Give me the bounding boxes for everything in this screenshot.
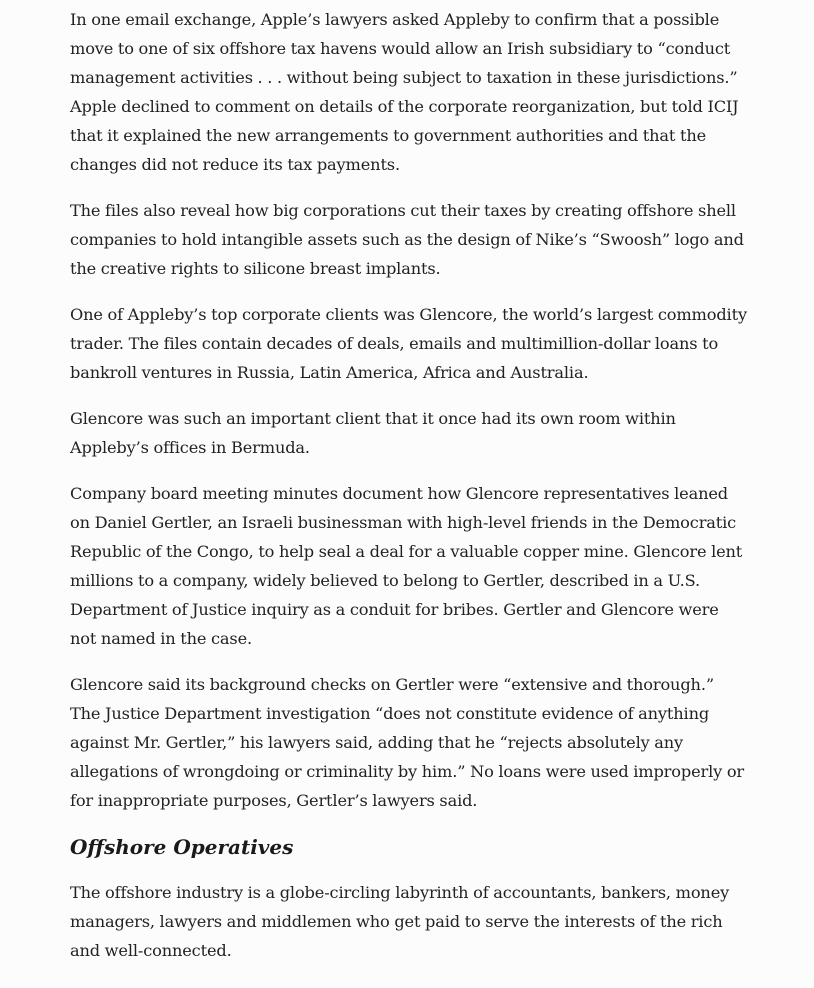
section-heading: Offshore Operatives xyxy=(70,835,294,859)
paragraph-glencore-room: Glencore was such an important client that it once had its own room within Appleby’s offices in Bermuda. xyxy=(70,409,676,457)
article-body xyxy=(70,5,748,982)
paragraph-offshore-industry: The offshore industry is a globe-circling labyrinth of accountants, bankers, money managers, lawyers and middlemen who get paid to serve the interests of the rich and well-connected. xyxy=(70,883,730,960)
paragraph-shell-companies: The files also reveal how big corporations cut their taxes by creating offshore shell companies to hold intangible assets such as the design of Nike’s “Swoosh” logo and the creative rights to silicone breast implants. xyxy=(70,201,744,278)
paragraph-glencore-client: One of Appleby’s top corporate clients was Glencore, the world’s largest commodity trader. The files contain decades of deals, emails and multimillion-dollar loans to bankroll ventures in Russia, Latin America, Africa and Australia. xyxy=(70,305,747,382)
paragraph-gertler-response: Glencore said its background checks on Gertler were “extensive and thorough.” The Justice Department investigation “does not constitute evidence of anything against Mr. Gertler,” his lawyers said, adding that he “rejects absolutely any allegations of wrongdoing or criminality by him.” No loans were used improperly or for inappropriate purposes, Gertler’s lawyers said. xyxy=(70,675,744,810)
paragraph-apple-email: In one email exchange, Apple’s lawyers asked Appleby to confirm that a possible move to one of six offshore tax havens would allow an Irish subsidiary to “conduct management activities . . . without being subject to taxation in these jurisdictions.” Apple declined to comment on details of the corporate reorganization, but told ICIJ that it explained the new arrangements to government authorities and that the changes did not reduce its tax payments. xyxy=(70,10,739,174)
paragraph-gertler-deal: Company board meeting minutes document how Glencore representatives leaned on Daniel Gertler, an Israeli businessman with high-level friends in the Democratic Republic of the Congo, to help seal a deal for a valuable copper mine. Glencore lent millions to a company, widely believed to belong to Gertler, described in a U.S. Department of Justice inquiry as a conduit for bribes. Gertler and Glencore were not named in the case. xyxy=(70,484,743,648)
